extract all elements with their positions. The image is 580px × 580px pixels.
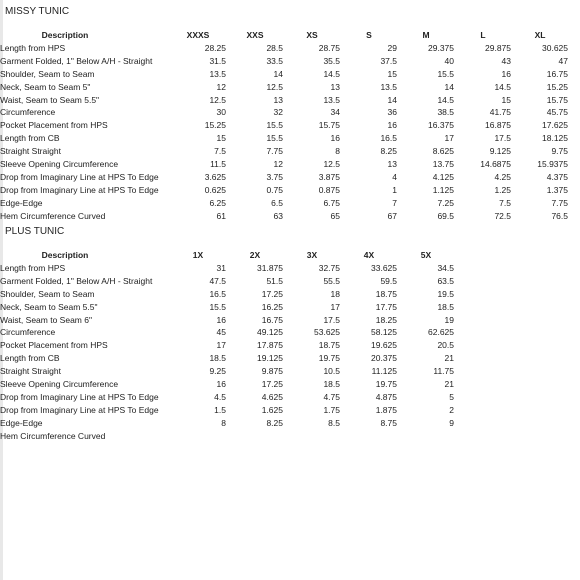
size-value-cell: 13.5 <box>209 68 226 79</box>
size-value-cell: 14.6875 <box>480 159 511 169</box>
row-description <box>0 132 168 145</box>
size-value-cell: 16 <box>387 120 397 131</box>
size-value-cell: 18.5 <box>209 353 226 364</box>
size-value-cell: 4.25 <box>494 171 511 182</box>
size-value-cell: 15.75 <box>546 94 568 105</box>
table-row <box>0 365 580 378</box>
size-value-cell: 12.5 <box>323 159 340 169</box>
table-row <box>0 171 580 184</box>
row-description <box>0 210 168 223</box>
column-header-size: S <box>366 30 372 40</box>
size-value-cell: 16.5 <box>209 288 226 299</box>
size-value-cell: 4.875 <box>375 391 397 402</box>
column-header-description: Description <box>41 30 89 40</box>
size-value-cell: 17 <box>330 301 340 312</box>
table-row <box>0 391 580 404</box>
table-row <box>0 158 580 171</box>
size-value-cell: 7.5 <box>499 197 511 208</box>
row-description <box>0 106 168 119</box>
size-value-cell: 14.5 <box>494 81 511 92</box>
size-value-cell: 33.5 <box>266 55 283 66</box>
column-header-size: 4X <box>363 250 375 260</box>
size-value-cell: 19.75 <box>318 353 340 364</box>
size-value-cell: 16.5 <box>380 133 397 144</box>
size-value-cell: 6.25 <box>209 197 226 208</box>
column-header-size: XL <box>534 30 546 40</box>
table-row <box>0 262 580 275</box>
row-description-text: Sleeve Opening Circumference <box>0 159 119 169</box>
size-value-cell: 16 <box>330 133 340 144</box>
row-description-text: Neck, Seam to Seam 5.5" <box>0 301 98 312</box>
row-description <box>0 314 168 327</box>
missy-section-title: MISSY TUNIC <box>5 6 70 17</box>
row-description <box>0 197 168 210</box>
row-description <box>0 81 168 94</box>
size-value-cell: 17.625 <box>542 120 568 131</box>
row-description-text: Edge-Edge <box>0 417 43 428</box>
size-value-cell: 13.75 <box>432 159 454 169</box>
row-description-text: Pocket Placement from HPS <box>0 120 108 131</box>
row-description <box>0 430 168 443</box>
column-header-size: 2X <box>249 250 261 260</box>
row-description <box>0 68 168 81</box>
table-row <box>0 404 580 417</box>
size-value-cell: 4.125 <box>432 171 454 182</box>
size-value-cell: 28.25 <box>204 42 226 53</box>
table-header-row <box>0 249 580 262</box>
row-description <box>0 94 168 107</box>
row-description-text: Edge-Edge <box>0 197 43 208</box>
size-value-cell: 8.25 <box>380 146 397 157</box>
row-description <box>0 158 168 171</box>
table-row <box>0 145 580 158</box>
size-value-cell: 35.5 <box>323 55 340 66</box>
row-description <box>0 365 168 378</box>
size-value-cell: 3.625 <box>204 171 226 182</box>
size-value-cell: 8.625 <box>432 146 454 157</box>
row-description-text: Length from HPS <box>0 42 66 53</box>
table-row <box>0 288 580 301</box>
size-value-cell: 32.75 <box>318 262 340 273</box>
size-value-cell: 1 <box>392 184 397 195</box>
size-value-cell: 47.5 <box>209 275 226 286</box>
column-header-size: 5X <box>420 250 432 260</box>
column-header-size: XXXS <box>186 30 210 40</box>
row-description <box>0 55 168 68</box>
size-value-cell: 41.75 <box>489 107 511 118</box>
size-value-cell: 37.5 <box>380 55 397 66</box>
row-description-text: Length from CB <box>0 353 60 364</box>
table-row <box>0 378 580 391</box>
size-value-cell: 7.25 <box>437 197 454 208</box>
size-value-cell: 11.75 <box>433 366 454 377</box>
size-value-cell: 12 <box>273 159 283 169</box>
size-value-cell: 34 <box>330 107 340 118</box>
size-value-cell: 15.25 <box>204 120 226 131</box>
size-value-cell: 19.5 <box>437 288 454 299</box>
size-value-cell: 14 <box>444 81 454 92</box>
size-value-cell: 17 <box>444 133 454 144</box>
row-description <box>0 288 168 301</box>
size-value-cell: 38.5 <box>437 107 454 118</box>
size-value-cell: 31 <box>216 262 226 273</box>
size-value-cell: 14 <box>387 94 397 105</box>
row-description-text: Hem Circumference Curved <box>0 210 106 221</box>
row-description-text: Shoulder, Seam to Seam <box>0 288 95 299</box>
size-value-cell: 6.5 <box>271 197 283 208</box>
row-description <box>0 184 168 197</box>
size-value-cell: 15 <box>387 68 397 79</box>
column-header-size: XXS <box>246 30 264 40</box>
column-header-size: L <box>480 30 486 40</box>
size-value-cell: 18.5 <box>323 379 340 389</box>
size-value-cell: 20.5 <box>437 340 454 351</box>
size-value-cell: 17.5 <box>323 314 340 325</box>
size-value-cell: 1.875 <box>375 404 397 415</box>
size-value-cell <box>404 430 454 443</box>
size-value-cell: 1.25 <box>494 184 511 195</box>
size-value-cell: 16 <box>216 314 226 325</box>
size-value-cell: 15.25 <box>546 81 568 92</box>
size-value-cell: 0.75 <box>266 184 283 195</box>
size-value-cell <box>290 430 340 443</box>
size-value-cell: 30.625 <box>542 42 568 53</box>
size-value-cell: 15.5 <box>266 120 283 131</box>
size-value-cell: 2 <box>449 404 454 415</box>
row-description <box>0 417 168 430</box>
size-value-cell: 6.75 <box>323 197 340 208</box>
size-value-cell: 63 <box>273 210 283 221</box>
size-value-cell <box>176 430 226 443</box>
table-row <box>0 314 580 327</box>
size-value-cell: 17 <box>216 340 226 351</box>
size-value-cell: 9.875 <box>261 366 283 377</box>
row-description-text: Drop from Imaginary Line at HPS To Edge <box>0 404 159 415</box>
table-row <box>0 184 580 197</box>
size-value-cell: 17.875 <box>257 340 283 351</box>
size-value-cell: 15.75 <box>318 120 340 131</box>
size-value-cell: 40 <box>444 55 454 66</box>
size-value-cell: 7.75 <box>551 197 568 208</box>
size-value-cell: 18.75 <box>375 288 397 299</box>
size-value-cell: 72.5 <box>494 210 511 221</box>
size-value-cell: 8.75 <box>380 417 397 428</box>
column-header-size: 3X <box>306 250 318 260</box>
row-description-text: Pocket Placement from HPS <box>0 340 108 351</box>
size-value-cell: 16.25 <box>261 301 283 312</box>
size-value-cell: 58.125 <box>371 327 397 338</box>
size-value-cell: 12 <box>216 81 226 92</box>
size-value-cell: 1.375 <box>546 184 568 195</box>
size-value-cell: 16.75 <box>546 68 568 79</box>
size-value-cell: 30 <box>216 107 226 118</box>
row-description-text: Waist, Seam to Seam 5.5" <box>0 94 100 105</box>
size-value-cell: 29 <box>387 42 397 53</box>
size-value-cell: 69.5 <box>437 210 454 221</box>
size-value-cell: 13 <box>273 94 283 105</box>
size-value-cell: 14.5 <box>437 94 454 105</box>
size-value-cell: 13 <box>387 159 397 169</box>
size-value-cell: 1.125 <box>432 184 454 195</box>
size-value-cell: 19 <box>444 314 454 325</box>
row-description <box>0 326 168 339</box>
row-description <box>0 339 168 352</box>
table-row <box>0 430 580 443</box>
size-value-cell: 11.5 <box>210 159 226 169</box>
size-value-cell: 16 <box>216 379 226 389</box>
size-value-cell: 17.5 <box>494 133 511 144</box>
size-value-cell: 76.5 <box>551 210 568 221</box>
table-row <box>0 326 580 339</box>
plus-section-title: PLUS TUNIC <box>5 226 65 237</box>
size-value-cell: 9.25 <box>209 366 226 377</box>
size-value-cell: 62.625 <box>428 327 454 338</box>
table-header-row <box>0 29 580 42</box>
size-value-cell: 16.875 <box>485 120 511 131</box>
column-header-size: M <box>422 30 430 40</box>
size-value-cell: 19.625 <box>371 340 397 351</box>
column-header-size: XS <box>306 30 318 40</box>
column-header-description: Description <box>41 250 89 260</box>
row-description <box>0 404 168 417</box>
table-row <box>0 94 580 107</box>
table-row <box>0 42 580 55</box>
size-value-cell: 45 <box>216 327 226 338</box>
row-description-text: Circumference <box>0 107 56 118</box>
size-value-cell: 61 <box>216 210 226 221</box>
row-description-text: Drop from Imaginary Line at HPS To Edge <box>0 171 159 182</box>
size-value-cell: 18.25 <box>375 314 397 325</box>
table-row <box>0 275 580 288</box>
row-description <box>0 171 168 184</box>
row-description-text: Drop from Imaginary Line at HPS To Edge <box>0 184 159 195</box>
row-description <box>0 42 168 55</box>
size-value-cell: 4 <box>392 171 397 182</box>
size-value-cell: 7.75 <box>266 146 283 157</box>
size-value-cell: 17.25 <box>261 288 283 299</box>
row-description-text: Neck, Seam to Seam 5" <box>0 81 91 92</box>
size-value-cell: 18 <box>330 288 340 299</box>
size-value-cell: 15.5 <box>266 133 283 144</box>
row-description-text: Straight Straight <box>0 146 61 157</box>
size-value-cell: 4.5 <box>214 391 226 402</box>
size-value-cell: 43 <box>501 55 511 66</box>
table-row <box>0 55 580 68</box>
size-value-cell: 16.375 <box>428 120 454 131</box>
row-description <box>0 262 168 275</box>
size-value-cell: 17.75 <box>375 301 397 312</box>
size-value-cell: 17.25 <box>261 379 283 389</box>
size-value-cell: 29.375 <box>428 42 454 53</box>
size-value-cell: 51.5 <box>266 275 283 286</box>
column-header-size: 1X <box>192 250 204 260</box>
size-value-cell: 67 <box>387 210 397 221</box>
size-value-cell: 21 <box>444 379 454 389</box>
size-value-cell: 9.125 <box>489 146 511 157</box>
size-value-cell: 13.5 <box>323 94 340 105</box>
size-value-cell: 0.875 <box>318 184 340 195</box>
row-description-text: Sleeve Opening Circumference <box>0 379 119 389</box>
size-value-cell: 13.5 <box>380 81 397 92</box>
size-value-cell: 4.75 <box>323 391 340 402</box>
table-row <box>0 417 580 430</box>
size-value-cell: 15.5 <box>209 301 226 312</box>
size-value-cell: 29.875 <box>485 42 511 53</box>
size-value-cell: 18.75 <box>318 340 340 351</box>
size-value-cell: 36 <box>387 107 397 118</box>
size-value-cell: 11.125 <box>371 366 397 377</box>
size-value-cell: 15 <box>501 94 511 105</box>
size-value-cell: 4.625 <box>261 391 283 402</box>
row-description-text: Garment Folded, 1" Below A/H - Straight <box>0 55 153 66</box>
size-value-cell: 28.75 <box>318 42 340 53</box>
size-value-cell: 34.5 <box>437 262 454 273</box>
size-value-cell: 13 <box>330 81 340 92</box>
size-value-cell: 14 <box>273 68 283 79</box>
size-value-cell: 16.75 <box>261 314 283 325</box>
table-row <box>0 68 580 81</box>
table-row <box>0 81 580 94</box>
size-value-cell: 32 <box>273 107 283 118</box>
size-value-cell: 12.5 <box>209 94 226 105</box>
size-value-cell: 63.5 <box>437 275 454 286</box>
size-value-cell: 1.75 <box>323 404 340 415</box>
size-value-cell: 4.375 <box>546 171 568 182</box>
table-row <box>0 119 580 132</box>
size-value-cell: 31.5 <box>209 55 226 66</box>
size-value-cell: 45.75 <box>546 107 568 118</box>
table-row <box>0 301 580 314</box>
table-row <box>0 106 580 119</box>
size-value-cell: 15.5 <box>437 68 454 79</box>
size-value-cell: 19.125 <box>257 353 283 364</box>
size-value-cell <box>347 430 397 443</box>
size-value-cell: 49.125 <box>257 327 283 338</box>
size-value-cell: 14.5 <box>323 68 340 79</box>
size-value-cell: 8 <box>221 417 226 428</box>
row-description-text: Straight Straight <box>0 366 61 377</box>
row-description <box>0 391 168 404</box>
size-value-cell: 15 <box>216 133 226 144</box>
row-description <box>0 145 168 158</box>
table-row <box>0 132 580 145</box>
table-row <box>0 210 580 223</box>
size-value-cell: 19.75 <box>375 379 397 389</box>
size-value-cell <box>233 430 283 443</box>
size-value-cell: 55.5 <box>323 275 340 286</box>
row-description-text: Circumference <box>0 327 56 338</box>
size-value-cell: 31.875 <box>257 262 283 273</box>
row-description <box>0 119 168 132</box>
size-value-cell: 8.25 <box>266 417 283 428</box>
size-value-cell: 0.625 <box>204 184 226 195</box>
size-value-cell: 9 <box>449 417 454 428</box>
row-description-text: Garment Folded, 1" Below A/H - Straight <box>0 275 153 286</box>
size-value-cell: 1.5 <box>214 404 226 415</box>
row-description-text: Shoulder, Seam to Seam <box>0 68 95 79</box>
size-value-cell: 20.375 <box>371 353 397 364</box>
size-value-cell: 33.625 <box>371 262 397 273</box>
size-value-cell: 3.875 <box>318 171 340 182</box>
size-value-cell: 8 <box>335 146 340 157</box>
size-value-cell: 53.625 <box>314 327 340 338</box>
table-row <box>0 352 580 365</box>
size-value-cell: 18.5 <box>437 301 454 312</box>
row-description <box>0 378 168 391</box>
size-value-cell: 65 <box>330 210 340 221</box>
size-value-cell: 47 <box>558 55 568 66</box>
size-value-cell: 28.5 <box>266 42 283 53</box>
row-description <box>0 301 168 314</box>
size-value-cell: 59.5 <box>380 275 397 286</box>
size-value-cell: 18.125 <box>542 133 568 144</box>
size-value-cell: 9.75 <box>551 146 568 157</box>
table-row <box>0 339 580 352</box>
size-value-cell: 15.9375 <box>537 159 568 169</box>
size-value-cell: 7.5 <box>214 146 226 157</box>
row-description-text: Hem Circumference Curved <box>0 430 106 441</box>
table-row <box>0 197 580 210</box>
row-description <box>0 275 168 288</box>
row-description-text: Waist, Seam to Seam 6" <box>0 314 92 325</box>
size-value-cell: 7 <box>392 197 397 208</box>
row-description <box>0 352 168 365</box>
row-description-text: Length from HPS <box>0 262 66 273</box>
size-value-cell: 8.5 <box>328 417 340 428</box>
size-value-cell: 3.75 <box>266 171 283 182</box>
row-description-text: Length from CB <box>0 133 60 144</box>
size-value-cell: 12.5 <box>266 81 283 92</box>
size-value-cell: 16 <box>501 68 511 79</box>
size-value-cell: 5 <box>449 391 454 402</box>
size-value-cell: 1.625 <box>261 404 283 415</box>
size-value-cell: 10.5 <box>323 366 340 377</box>
row-description-text: Drop from Imaginary Line at HPS To Edge <box>0 391 159 402</box>
size-value-cell: 21 <box>444 353 454 364</box>
